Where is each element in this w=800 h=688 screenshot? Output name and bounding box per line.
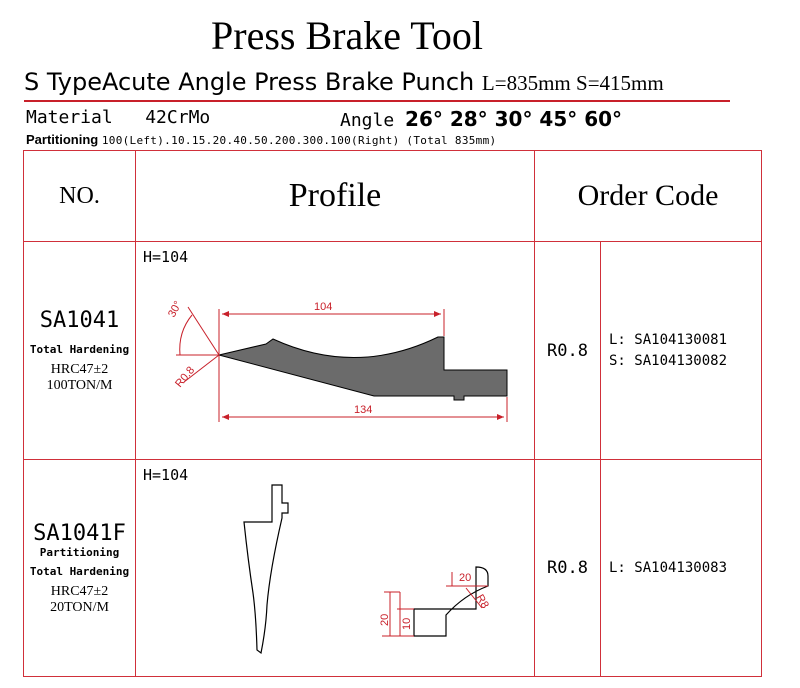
- model-number: SA1041: [39, 307, 120, 333]
- product-table: [23, 150, 762, 677]
- order-code-l: L: SA104130081: [609, 331, 728, 348]
- dim-tip-angle: 30°: [166, 299, 185, 320]
- profile-height: H=104: [143, 248, 189, 266]
- tonnage-value: 20TON/M: [50, 599, 109, 615]
- dim-tip-radius: R0.8: [173, 364, 198, 390]
- profile-cell: [136, 242, 535, 460]
- product-type: S TypeAcute Angle Press Brake Punch: [24, 68, 475, 96]
- radius-cell: R0.8: [535, 242, 601, 460]
- hrc-value: HRC47±2: [50, 361, 109, 377]
- header-order-code: Order Code: [535, 151, 762, 242]
- hrc-value: HRC47±2: [50, 583, 109, 599]
- angle-values: 26° 28° 30° 45° 60°: [405, 107, 623, 131]
- product-length-spec: L=835mm S=415mm: [481, 71, 664, 95]
- order-codes-cell: [601, 242, 762, 460]
- order-code-s: S: SA104130082: [609, 352, 728, 369]
- angle-label: Angle: [340, 110, 395, 131]
- page-title: Press Brake Tool: [211, 13, 483, 58]
- profile-height: H=104: [143, 466, 189, 484]
- table-row: [24, 460, 762, 677]
- order-code-l: L: SA104130083: [609, 559, 728, 576]
- partitioning-value: 100(Left).10.15.20.40.50.200.300.100(Right) (Total 835mm): [101, 134, 497, 147]
- radius-cell: R0.8: [535, 460, 601, 677]
- model-number: SA1041F: [33, 520, 126, 546]
- material-label: Material: [26, 107, 113, 128]
- header-profile: Profile: [136, 151, 535, 242]
- partitioning-note: Partitioning: [39, 545, 120, 559]
- table-header-row: [24, 151, 762, 242]
- angle-line: [340, 107, 622, 131]
- model-cell: [24, 460, 136, 677]
- profile-drawing-sa1041: [136, 242, 534, 459]
- order-codes-cell: [601, 460, 762, 677]
- tonnage-value: 100TON/M: [46, 377, 113, 393]
- header-no: NO.: [24, 151, 136, 242]
- hardening-note: Total Hardening: [29, 564, 130, 578]
- punch-profile-shape: [219, 337, 507, 400]
- dim-radius-r8: R8: [473, 592, 491, 611]
- partitioning-line: [26, 132, 496, 147]
- subtitle-divider: [24, 100, 730, 102]
- profile-cell: [136, 460, 535, 677]
- table-row: [24, 242, 762, 460]
- material-line: [26, 107, 210, 128]
- punch-side-profile: [244, 485, 288, 653]
- product-subtitle: [24, 68, 664, 96]
- dim-bottom-length: 134: [354, 404, 373, 416]
- material-value: 42CrMo: [145, 107, 211, 128]
- detail-dimension-lines: [382, 572, 491, 636]
- profile-drawing-sa1041f: [136, 460, 534, 676]
- dim-top-length: 104: [314, 301, 333, 313]
- dim-height-20: 20: [379, 613, 391, 626]
- dim-width: 20: [459, 572, 472, 584]
- partitioning-label: Partitioning: [26, 132, 99, 147]
- hardening-note: Total Hardening: [29, 342, 130, 356]
- model-cell: [24, 242, 136, 460]
- dim-height-10: 10: [401, 617, 413, 630]
